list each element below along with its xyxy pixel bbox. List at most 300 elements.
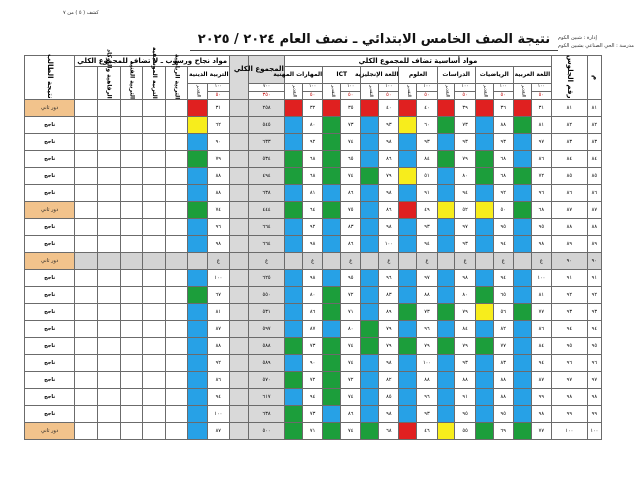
cell-studies-grade [437, 389, 455, 406]
cell-seat: ٩٧ [551, 372, 587, 389]
cell-science-grade [399, 423, 417, 440]
cell-seat: ٨٢ [551, 117, 587, 134]
cell-english-degree: ٩٨ [379, 219, 399, 236]
cell-science-degree: ٩١ [417, 185, 437, 202]
cell-science-degree: ٧٣ [417, 304, 437, 321]
sub-grade: التقدير [284, 84, 302, 100]
cell-arabic-degree: ٦٨ [531, 202, 551, 219]
cell-pass-subject [143, 134, 166, 151]
cell-skills-degree: ٨٠ [302, 287, 322, 304]
cell-arabic-grade [513, 304, 531, 321]
cell-total-grade [230, 202, 249, 219]
cell-math-grade [475, 304, 493, 321]
cell-science-grade [399, 100, 417, 117]
cell-arabic-degree: ٣١ [531, 100, 551, 117]
cell-pass-subject [143, 202, 166, 219]
cell-studies-degree: ٩٤ [455, 185, 475, 202]
cell-pass-subject [143, 287, 166, 304]
cell-arabic-grade [513, 202, 531, 219]
cell-religion-degree: ٩٤ [207, 389, 230, 406]
cell-studies-degree: ٥٥ [455, 423, 475, 440]
table-row [25, 134, 602, 151]
cell-math-grade [475, 253, 493, 270]
cell-studies-degree: ٩١ [455, 389, 475, 406]
cell-studies-degree: ٩٧ [455, 219, 475, 236]
cell-science-grade [399, 151, 417, 168]
cell-ict-grade [323, 406, 341, 423]
min-degree: ٥٠ [341, 92, 361, 100]
cell-english-degree: ٩٣ [379, 117, 399, 134]
cell-total-grade [230, 423, 249, 440]
cell-pass-subject [75, 236, 98, 253]
cell-studies-degree: ٣٩ [455, 100, 475, 117]
cell-religion-degree: ٦٧ [207, 287, 230, 304]
cell-pass-subject [143, 117, 166, 134]
cell-arabic-degree: ٧٧ [531, 423, 551, 440]
cell-pass-subject [75, 423, 98, 440]
cell-skills-grade [284, 117, 302, 134]
cell-math-grade [475, 355, 493, 372]
cell-skills-degree: ٨٧ [302, 321, 322, 338]
core-subjects-header: مواد أساسية تضاف للمجموع الكلي [284, 56, 551, 67]
cell-seat: ١٠٠ [551, 423, 587, 440]
cell-religion-degree: ٨١ [207, 304, 230, 321]
cell-math-degree: ٦٥ [493, 287, 513, 304]
cell-result: ناجح [25, 219, 75, 236]
sub-grade: التقدير [513, 84, 531, 100]
cell-pass-subject [75, 202, 98, 219]
cell-pass-subject [165, 406, 188, 423]
cell-skills-degree: ٧١ [302, 423, 322, 440]
cell-math-degree: ٩٥ [493, 219, 513, 236]
cell-studies-grade [437, 304, 455, 321]
cell-religion-degree: ٣١ [207, 100, 230, 117]
cell-english-grade [361, 202, 379, 219]
cell-english-degree: ٩٨ [379, 406, 399, 423]
table-row [25, 185, 602, 202]
sub-degree: ١٠٠ [379, 84, 399, 92]
cell-m: ٩٥ [587, 338, 601, 355]
cell-math-degree: ٧٧ [493, 338, 513, 355]
cell-religion-grade [188, 168, 207, 185]
title-divider [190, 50, 558, 51]
cell-math-degree: ٦٩ [493, 423, 513, 440]
cell-total-grade [230, 304, 249, 321]
cell-science-grade [399, 219, 417, 236]
cell-pass-subject [75, 355, 98, 372]
col-art: التربية الفنية [120, 67, 143, 100]
cell-arabic-degree: ٩٤ [531, 355, 551, 372]
table-row [25, 253, 602, 270]
cell-arabic-degree: ٨٤ [531, 338, 551, 355]
cell-english-degree: ٧٩ [379, 338, 399, 355]
cell-result: ناجح [25, 236, 75, 253]
cell-religion-degree: ٦٢ [207, 117, 230, 134]
cell-science-grade [399, 372, 417, 389]
cell-studies-grade [437, 100, 455, 117]
sub-grade: التقدير [399, 84, 417, 100]
cell-religion-grade [188, 389, 207, 406]
cell-pass-subject [120, 134, 143, 151]
cell-ict-degree: ٧٤ [341, 134, 361, 151]
cell-m: ٨٩ [587, 236, 601, 253]
cell-math-degree: ٩٤ [493, 270, 513, 287]
table-row [25, 219, 602, 236]
cell-science-degree: ٨٨ [417, 287, 437, 304]
cell-studies-grade [437, 423, 455, 440]
cell-seat: ٩٢ [551, 287, 587, 304]
cell-total: ٥٨٩ [249, 355, 285, 372]
cell-pass-subject [143, 338, 166, 355]
cell-total: ٥٣١ [249, 304, 285, 321]
cell-m: ٩٣ [587, 304, 601, 321]
cell-science-grade [399, 202, 417, 219]
cell-ict-degree: ٨٦ [341, 406, 361, 423]
cell-religion-grade [188, 253, 207, 270]
cell-arabic-grade [513, 253, 531, 270]
col-religion: التربية الدينية [188, 67, 230, 84]
cell-m: ٩٩ [587, 406, 601, 423]
cell-english-degree: ٨٣ [379, 287, 399, 304]
cell-ict-grade [323, 270, 341, 287]
cell-total: ٦٣٨ [249, 185, 285, 202]
cell-religion-degree: ١٠٠ [207, 406, 230, 423]
cell-english-grade [361, 253, 379, 270]
cell-pass-subject [143, 372, 166, 389]
cell-math-grade [475, 372, 493, 389]
col-extra [75, 67, 98, 100]
col-math: الرياضيات [475, 67, 513, 84]
cell-religion-grade [188, 287, 207, 304]
cell-religion-grade [188, 236, 207, 253]
cell-skills-degree: ٩٨ [302, 236, 322, 253]
cell-pass-subject [165, 270, 188, 287]
cell-english-degree: ٦٨ [379, 423, 399, 440]
cell-studies-grade [437, 253, 455, 270]
cell-arabic-grade [513, 117, 531, 134]
col-studies: الدراسات [437, 67, 475, 84]
cell-religion-degree: ٨٧ [207, 321, 230, 338]
table-row [25, 270, 602, 287]
cell-english-degree: ٩٨ [379, 185, 399, 202]
cell-science-degree: ٤٦ [417, 423, 437, 440]
cell-studies-degree: ٨٤ [455, 321, 475, 338]
cell-math-grade [475, 287, 493, 304]
cell-skills-degree: ٩٢ [302, 219, 322, 236]
col-skills: المهارات المهنية [284, 67, 322, 84]
min-degree: ٥٠ [455, 92, 475, 100]
cell-studies-degree: ٩٣ [455, 134, 475, 151]
cell-arabic-grade [513, 219, 531, 236]
cell-pass-subject [143, 219, 166, 236]
cell-pass-subject [143, 321, 166, 338]
cell-pass-subject [143, 406, 166, 423]
col-total: المجموع الكلي [249, 56, 285, 84]
cell-religion-grade [188, 117, 207, 134]
cell-english-degree: ٨٢ [379, 372, 399, 389]
cell-english-grade [361, 423, 379, 440]
cell-english-degree: ٩٨ [379, 355, 399, 372]
cell-science-degree: ٩٣ [417, 134, 437, 151]
cell-english-degree: ٩٨ [379, 134, 399, 151]
cell-english-grade [361, 151, 379, 168]
table-row [25, 151, 602, 168]
cell-science-degree: ٨٨ [417, 372, 437, 389]
cell-pass-subject [120, 372, 143, 389]
cell-ict-degree: ٧٤ [341, 423, 361, 440]
sub-degree: ١٠٠ [207, 84, 230, 92]
cell-math-grade [475, 168, 493, 185]
cell-science-grade [399, 134, 417, 151]
cell-pass-subject [120, 389, 143, 406]
cell-studies-degree: ٨٠ [455, 287, 475, 304]
cell-pass-subject [143, 185, 166, 202]
cell-science-degree: ١٠٠ [417, 355, 437, 372]
cell-ict-grade [323, 236, 341, 253]
cell-skills-degree: ٨١ [302, 185, 322, 202]
cell-ict-grade [323, 389, 341, 406]
cell-english-grade [361, 355, 379, 372]
cell-arabic-degree: ٩٧ [531, 134, 551, 151]
cell-math-grade [475, 219, 493, 236]
cell-total: ٦٦٤ [249, 219, 285, 236]
cell-math-degree: ٨٨ [493, 372, 513, 389]
cell-pass-subject [75, 406, 98, 423]
cell-religion-grade [188, 219, 207, 236]
cell-m: ٩٦ [587, 355, 601, 372]
cell-ict-degree: غ [341, 253, 361, 270]
cell-m: ٨١ [587, 100, 601, 117]
cell-math-grade [475, 423, 493, 440]
cell-ict-degree: ٧٤ [341, 389, 361, 406]
cell-studies-degree: ٥٢ [455, 202, 475, 219]
cell-pass-subject [165, 253, 188, 270]
cell-total: ٥٥٠ [249, 287, 285, 304]
cell-arabic-degree: ٩٦ [531, 185, 551, 202]
cell-pass-subject [143, 270, 166, 287]
cell-english-grade [361, 338, 379, 355]
cell-english-grade [361, 236, 379, 253]
cell-result: ناجح [25, 355, 75, 372]
cell-result: ناجح [25, 338, 75, 355]
cell-total: ٥٤٥ [249, 117, 285, 134]
cell-total: ٦١٧ [249, 389, 285, 406]
cell-pass-subject [143, 168, 166, 185]
cell-english-grade [361, 185, 379, 202]
cell-math-degree: ٩٢ [493, 185, 513, 202]
cell-total: ٤٩٤ [249, 168, 285, 185]
cell-total: ٦٣٨ [249, 406, 285, 423]
col-ict: ICT [323, 67, 361, 84]
cell-m: ٨٨ [587, 219, 601, 236]
cell-arabic-grade [513, 134, 531, 151]
cell-ict-grade [323, 287, 341, 304]
cell-pass-subject [75, 185, 98, 202]
cell-math-degree: ٨٢ [493, 321, 513, 338]
cell-studies-grade [437, 134, 455, 151]
cell-total: ٦٦٤ [249, 236, 285, 253]
cell-science-degree: ٩٤ [417, 236, 437, 253]
cell-pass-subject [165, 219, 188, 236]
cell-ict-degree: ٨٦ [341, 236, 361, 253]
col-result: نتيجة الطالب [25, 56, 75, 100]
col-music: التربية الموسيقية [143, 67, 166, 100]
total-min: ٣٥٠ [249, 92, 285, 100]
cell-ict-degree: ٦٥ [341, 151, 361, 168]
cell-result: ناجح [25, 372, 75, 389]
cell-arabic-grade [513, 287, 531, 304]
cell-total-grade [230, 151, 249, 168]
cell-skills-grade [284, 304, 302, 321]
cell-ict-degree: ٧١ [341, 304, 361, 321]
cell-ict-grade [323, 100, 341, 117]
cell-science-degree: ٩٦ [417, 321, 437, 338]
cell-pass-subject [97, 219, 120, 236]
sub-grade: التقدير [323, 84, 341, 100]
cell-studies-grade [437, 185, 455, 202]
cell-skills-grade [284, 338, 302, 355]
table-row [25, 202, 602, 219]
sub-degree: ١٠٠ [417, 84, 437, 92]
cell-ict-grade [323, 321, 341, 338]
total-max: ٧٠٠ [249, 84, 285, 92]
cell-math-grade [475, 151, 493, 168]
cell-science-grade [399, 389, 417, 406]
table-row [25, 236, 602, 253]
table-row [25, 321, 602, 338]
cell-arabic-degree: ٩٥ [531, 219, 551, 236]
cell-pass-subject [165, 304, 188, 321]
cell-ict-grade [323, 185, 341, 202]
cell-total-grade [230, 338, 249, 355]
cell-m: ٨٤ [587, 151, 601, 168]
cell-pass-subject [97, 406, 120, 423]
sub-degree: ١٠٠ [302, 84, 322, 92]
cell-religion-degree: ١٠٠ [207, 270, 230, 287]
cell-seat: ٨٦ [551, 185, 587, 202]
cell-pass-subject [165, 134, 188, 151]
cell-pass-subject [165, 287, 188, 304]
cell-science-grade [399, 304, 417, 321]
cell-math-grade [475, 202, 493, 219]
cell-ict-grade [323, 117, 341, 134]
cell-religion-grade [188, 202, 207, 219]
cell-pass-subject [120, 304, 143, 321]
cell-math-grade [475, 389, 493, 406]
cell-pass-subject [97, 270, 120, 287]
cell-ict-degree: ٧٢ [341, 372, 361, 389]
cell-skills-degree: ٧٣ [302, 406, 322, 423]
cell-studies-degree: ٧٣ [455, 117, 475, 134]
cell-skills-grade [284, 389, 302, 406]
cell-seat: ٨٥ [551, 168, 587, 185]
cell-m: ١٠٠ [587, 423, 601, 440]
min-degree: ٥٠ [493, 92, 513, 100]
cell-science-grade [399, 321, 417, 338]
cell-result: ناجح [25, 168, 75, 185]
cell-religion-degree: ٩٢ [207, 355, 230, 372]
cell-pass-subject [97, 100, 120, 117]
cell-ict-grade [323, 151, 341, 168]
cell-science-grade [399, 406, 417, 423]
cell-math-grade [475, 338, 493, 355]
cell-m: ٩٨ [587, 389, 601, 406]
cell-seat: ٨٤ [551, 151, 587, 168]
cell-science-degree: ٩٣ [417, 219, 437, 236]
cell-pass-subject [120, 406, 143, 423]
cell-pass-subject [97, 168, 120, 185]
cell-seat: ٩٣ [551, 304, 587, 321]
cell-science-degree: ٨٤ [417, 151, 437, 168]
cell-pass-subject [120, 236, 143, 253]
cell-arabic-grade [513, 389, 531, 406]
results-table [24, 47, 602, 440]
cell-skills-degree: ٧٢ [302, 372, 322, 389]
sub-degree: ١٠٠ [493, 84, 513, 92]
cell-pass-subject [143, 304, 166, 321]
cell-ict-degree: ٨٦ [341, 185, 361, 202]
cell-ict-grade [323, 202, 341, 219]
cell-math-grade [475, 134, 493, 151]
cell-total-grade [230, 253, 249, 270]
cell-seat: ٨٨ [551, 219, 587, 236]
cell-ict-degree: ٨٣ [341, 219, 361, 236]
cell-pass-subject [120, 270, 143, 287]
cell-religion-degree: ٨٨ [207, 168, 230, 185]
cell-math-degree: غ [493, 253, 513, 270]
cell-religion-degree: ٧٩ [207, 151, 230, 168]
cell-skills-grade [284, 202, 302, 219]
cell-pass-subject [75, 219, 98, 236]
cell-skills-degree: ٧٣ [302, 338, 322, 355]
cell-arabic-degree: ٨١ [531, 117, 551, 134]
cell-pass-subject [120, 355, 143, 372]
cell-pass-subject [165, 338, 188, 355]
cell-math-degree: ٨٨ [493, 389, 513, 406]
cell-pass-subject [143, 355, 166, 372]
cell-religion-grade [188, 355, 207, 372]
cell-pass-subject [120, 253, 143, 270]
cell-pass-subject [75, 372, 98, 389]
cell-arabic-grade [513, 372, 531, 389]
cell-pass-subject [75, 117, 98, 134]
cell-total-grade [230, 355, 249, 372]
cell-pass-subject [120, 151, 143, 168]
cell-skills-degree: غ [302, 253, 322, 270]
cell-m: ٨٣ [587, 134, 601, 151]
cell-result: دور ثاني [25, 253, 75, 270]
cell-science-degree: ٥١ [417, 168, 437, 185]
cell-ict-grade [323, 304, 341, 321]
cell-result: ناجح [25, 117, 75, 134]
cell-english-degree: ٨٥ [379, 389, 399, 406]
cell-pass-subject [97, 134, 120, 151]
cell-total: ٦٣٣ [249, 134, 285, 151]
cell-english-degree: ١٠٠ [379, 236, 399, 253]
cell-ict-degree: ٧٥ [341, 202, 361, 219]
cell-total-grade [230, 406, 249, 423]
sub-degree: ١٠٠ [341, 84, 361, 92]
cell-pass-subject [97, 185, 120, 202]
cell-pass-subject [120, 168, 143, 185]
cell-pass-subject [165, 321, 188, 338]
cell-religion-degree: ٧٤ [207, 202, 230, 219]
cell-result: ناجح [25, 287, 75, 304]
cell-pass-subject [97, 304, 120, 321]
cell-studies-degree: ٧٩ [455, 151, 475, 168]
cell-religion-grade [188, 304, 207, 321]
cell-studies-grade [437, 168, 455, 185]
